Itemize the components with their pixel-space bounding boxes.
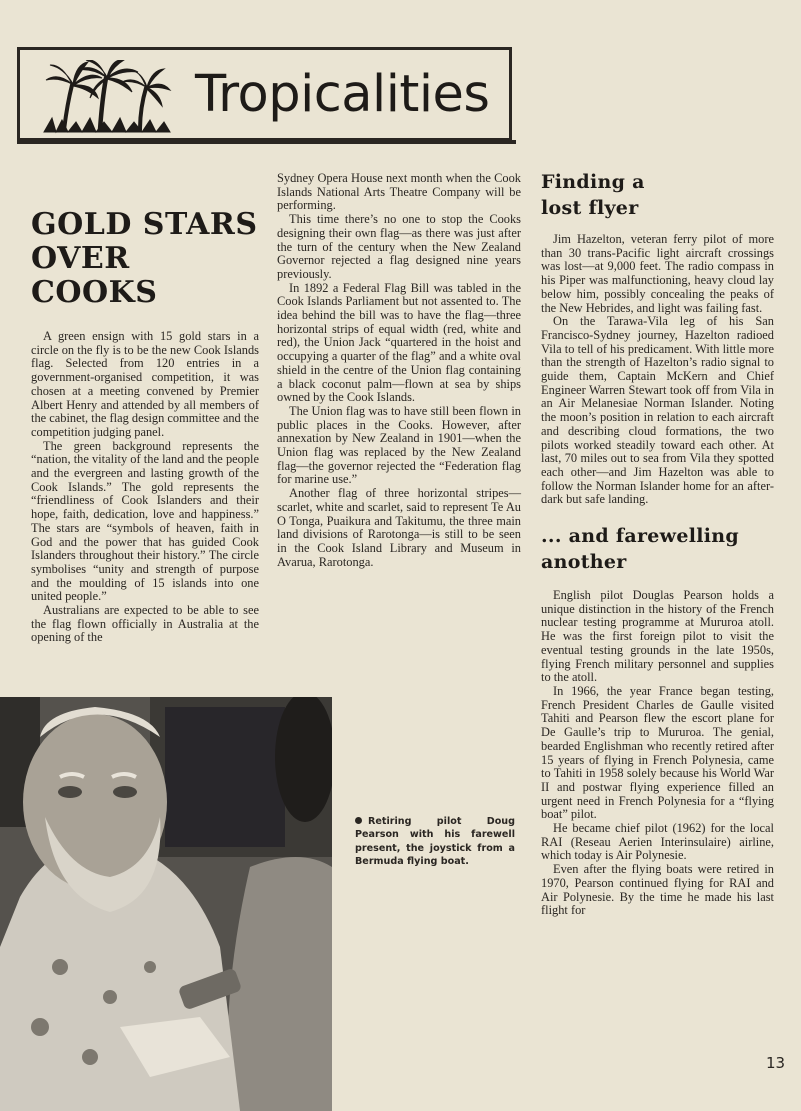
paragraph: The Union flag was to have still been flown in public places in the Cooks. However, after annexation by New Zealand in 1901—when the Union flag was replaced by the New Zealand flag—the governor rejected the “Federation flag for marine use.” xyxy=(277,403,521,487)
paragraph: The green background represents the “nation, the vitality of the land and the people and the evergreen and lasting growth of the Cook Islands.” The gold represents the “friendliness of Cook Islanders and their hope, faith, dedication, love and happiness.” The stars are “symbols of heaven, faith in God and the power that has guided Cook Islanders throughout their history.” The circle symbolises “unity and strength of purpose and the moulding of 15 islands into one united people.” xyxy=(31,438,259,604)
photo-caption-text: Retiring pilot Doug Pearson with his farewell present, the joystick from a Bermuda flying boat. xyxy=(355,816,515,868)
paragraph: A green ensign with 15 gold stars in a circle on the fly is to be the new Cook Islands flag. Selected from 120 entries in a government-organised competition, it was chosen at a meeting convened by Premier Albert Henry and attended by all members of the cabinet, the flag design committee and the competition judging panel. xyxy=(31,329,259,439)
paragraph: Another flag of three horizontal stripes—scarlet, white and scarlet, said to represent Te Au O Tonga, Puaikura and Takitumu, the three main land divisions of Rarotonga—is still to be seen in the Cook Island Library and Museum in Avarua, Rarotonga. xyxy=(277,486,521,569)
masthead-rule xyxy=(17,140,516,144)
paragraph: English pilot Douglas Pearson holds a unique distinction in the history of the French nuclear testing programme at Mururoa atoll. He was the first foreign pilot to visit the eventual testing grounds in the late 1950s, flying French military personnel and supplies to the atoll. xyxy=(541,588,774,685)
palm-trees-icon xyxy=(42,60,172,134)
paragraph: Jim Hazelton, veteran ferry pilot of more than 30 trans-Pacific light aircraft crossings was lost—at 9,000 feet. The radio compass in his Piper was malfunctioning, heavy cloud lay below him, possibly concealing the peaks of the New Hebrides, and light was failing fast. xyxy=(541,232,774,315)
pilot-photo-illustration xyxy=(0,697,332,1111)
paragraph: In 1892 a Federal Flag Bill was tabled in the Cook Islands Parliament but not assented to. The idea behind the bill was to have the flag—three horizontal strips of equal width (red, white and red), the Union Jack “quartered in the hoist and occupying a quarter of the flag” and a white oval shield in the centre of the Union flag containing a black coconut palm—flown at sea by ships owned by the Cook Islands. xyxy=(277,280,521,405)
page-number: 13 xyxy=(766,1054,786,1072)
paragraph: This time there’s no one to stop the Cooks designing their own flag—as there was just after the turn of the century when the New Zealand Governor rejected a flag designed nine years previously. xyxy=(277,212,521,281)
paragraph: Even after the flying boats were retired in 1970, Pearson continued flying for RAI and Air Polynesie. By the time he made his last flight for xyxy=(541,862,774,918)
pilot-photo xyxy=(0,697,332,1111)
photo-caption xyxy=(355,815,515,869)
masthead-box xyxy=(17,47,512,141)
headline-gold-stars: GOLD STARS OVER COOKS xyxy=(31,207,258,310)
paragraph: Australians are expected to be able to see the flag flown officially in Australia at the opening of the xyxy=(31,603,259,645)
paragraph: On the Tarawa-Vila leg of his San Francisco-Sydney journey, Hazelton radioed Vila to tell of his predicament. With little more than the strength of Hazelton’s radio signal to guide them, Captain McKern and Chief Engineer Warren Stewart took off from Vila in an Air Melanesiae Norman Islander. Noting the moon’s position in relation to each aircraft and describing cloud formations, the two pilots worked steadily toward each other. At last, 70 miles out to sea from Vila they spotted each other—and Jim Hazelton was able to follow the Norman Islander home for an after-dark but safe landing. xyxy=(541,314,774,507)
column-3 xyxy=(541,169,774,918)
headline-finding-flyer: Finding a lost flyer xyxy=(541,171,645,219)
caption-bullet-icon xyxy=(355,817,362,824)
masthead-title: Tropicalities xyxy=(195,65,490,124)
paragraph: Sydney Opera House next month when the Cook Islands National Arts Theatre Company will be performing. xyxy=(277,171,521,213)
article-gold-stars-col1 xyxy=(31,208,259,645)
paragraph: In 1966, the year France began testing, French President Charles de Gaulle visited Tahiti and Pearson flew the escort plane for De Gaulle’s trip to Mururoa. The genial, bearded Englishman who recently retired after 15 years of flying in French Polynesia, came to Tahiti in 1958 solely because his World War II and postwar flying experience filled an urgent need in French Polynesia for a “flying boat” pilot. xyxy=(541,683,774,822)
article-gold-stars-col2 xyxy=(277,172,521,569)
paragraph: He became chief pilot (1962) for the local RAI (Reseau Aerien Interinsulaire) airline, which today is Air Polynesie. xyxy=(541,821,774,863)
headline-farewelling: ... and farewelling another xyxy=(541,525,739,574)
